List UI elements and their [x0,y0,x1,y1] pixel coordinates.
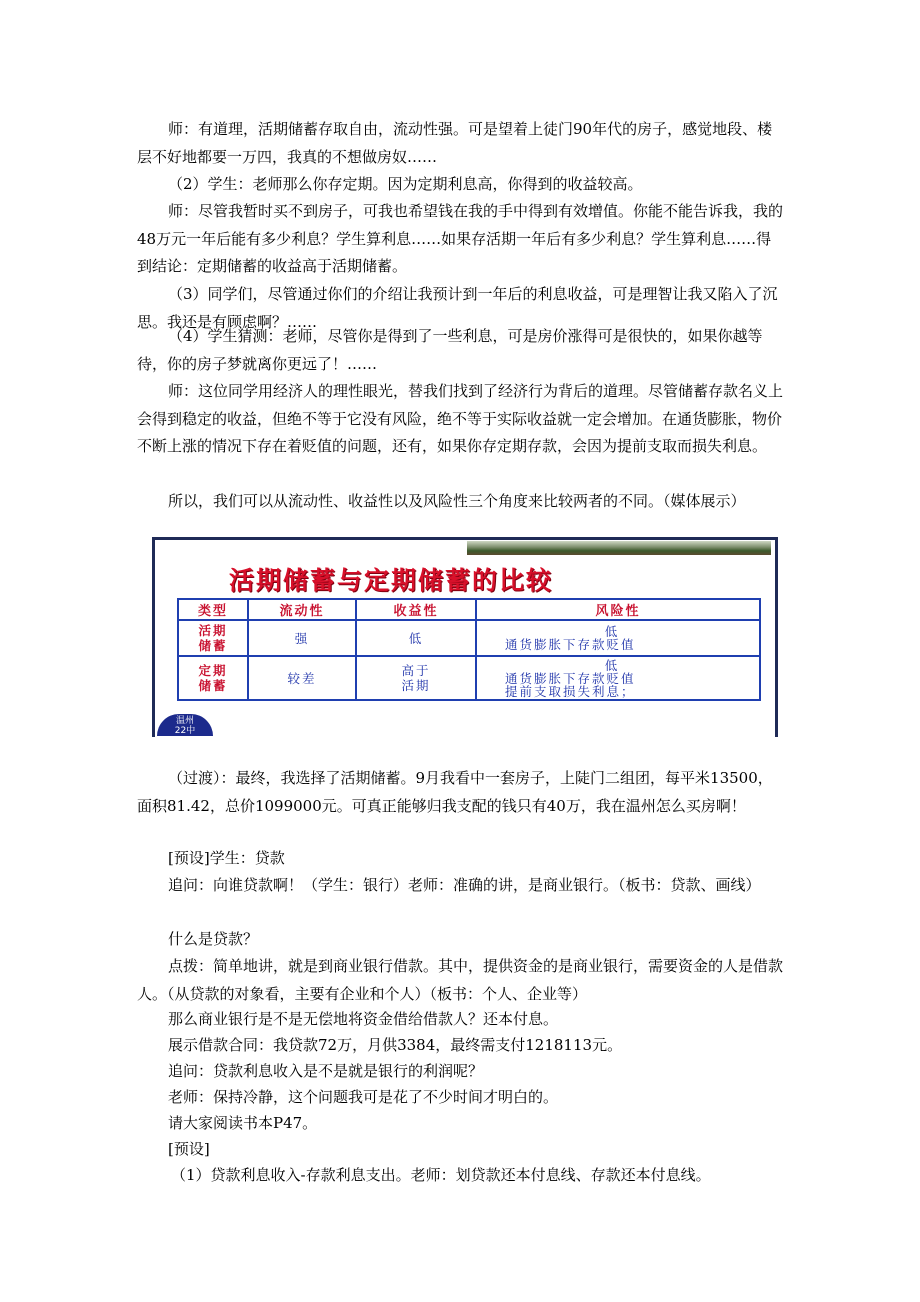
cell-type-demand: 活期 储蓄 [178,620,248,656]
paragraph-preset-loan: [预设]学生：贷款 [168,849,285,867]
school-badge: 温州 22中 [157,714,213,736]
cell-yield-demand: 低 [356,620,476,656]
cell-liquidity-demand: 强 [248,620,356,656]
paragraph-follow-up-bank: 追问：向谁贷款啊！（学生：银行）老师：准确的讲，是商业银行。（板书：贷款、画线） [168,876,761,894]
paragraph-step-4: （4）学生猜测：老师，尽管你是得到了一些利息，可是房价涨得可是很快的，如果你越等待，你的房子梦就离你更远了！…… [137,327,763,373]
cell-type-fixed: 定期 储蓄 [178,656,248,700]
paragraph-preset: [预设] [168,1140,210,1158]
paragraph-teacher-interest: 师：尽管我暂时买不到房子，可我也希望钱在我的手中得到有效增值。你能不能告诉我，我的48万元一年后能有多少利息？学生算利息……如果存活期一年后有多少利息？学生算利息……得到结论：定期储蓄的收益高于活期储蓄。 [137,202,784,275]
paragraph-student-fixed: （2）学生：老师那么你存定期。因为定期利息高，你得到的收益较高。 [168,175,643,193]
slide-title: 活期储蓄与定期储蓄的比较 [229,566,554,595]
cell-risk-demand: 低 通货膨胀下存款贬值 [476,620,760,656]
table-row-fixed [178,656,760,700]
header-type: 类型 [178,599,248,620]
slide-header-photo [467,541,771,555]
table-header-row [178,599,760,620]
header-liquidity: 流动性 [248,599,356,620]
comparison-slide [152,537,778,737]
slide-top-border [155,537,775,540]
paragraph-item-1: （1）贷款利息收入-存款利息支出。老师：划贷款还本付息线、存款还本付息线。 [171,1166,711,1184]
paragraph-stay-calm: 老师：保持冷静，这个问题我可是花了不少时间才明白的。 [168,1088,559,1106]
paragraph-teacher-risk: 师：这位同学用经济人的理性眼光，替我们找到了经济行为背后的道理。尽管储蓄存款名义上会得到稳定的收益，但绝不等于它没有风险，绝不等于实际收益就一定会增加。在通货膨胀，物价不断上涨的情况下存在着贬值的问题，还有，如果你存定期存款，会因为提前支取而损失利息。 [137,382,784,455]
paragraph-read-book: 请大家阅读书本P47。 [168,1114,318,1132]
paragraph-profit-question: 追问：贷款利息收入是不是就是银行的利润呢？ [168,1062,484,1080]
paragraph-teacher-reasoning: 师：有道理，活期储蓄存取自由，流动性强。可是望着上徒门90年代的房子，感觉地段、楼层不好地都要一万四，我真的不想做房奴…… [137,120,773,166]
paragraph-compare: 所以，我们可以从流动性、收益性以及风险性三个角度来比较两者的不同。（媒体展示） [168,492,746,510]
header-risk: 风险性 [476,599,760,620]
paragraph-what-is-loan: 什么是贷款？ [168,930,259,948]
paragraph-repay: 那么商业银行是不是无偿地将资金借给借款人？还本付息。 [168,1010,559,1028]
paragraph-contract: 展示借款合同：我贷款72万，月供3384，最终需支付1218113元。 [168,1036,623,1054]
table-row-demand [178,620,760,656]
cell-yield-fixed: 高于 活期 [356,656,476,700]
cell-risk-fixed: 低 通货膨胀下存款贬值 提前支取损失利息； [476,656,760,700]
paragraph-explain-loan: 点拨：简单地讲，就是到商业银行借款。其中，提供资金的是商业银行，需要资金的人是借款人。（从贷款的对象看，主要有企业和个人）（板书：个人、企业等） [137,957,784,1003]
paragraph-step-3: （3）同学们，尽管通过你们的介绍让我预计到一年后的利息收益，可是理智让我又陷入了沉思。我还是有顾虑啊？…… [137,285,778,331]
paragraph-transition: （过渡）：最终，我选择了活期储蓄。9月我看中一套房子，上陡门二组团，每平米13500，面积81.42，总价1099000元。可真正能够归我支配的钱只有40万，我在温州怎么买房啊！ [137,769,773,815]
comparison-table [177,598,761,701]
header-yield: 收益性 [356,599,476,620]
cell-liquidity-fixed: 较差 [248,656,356,700]
